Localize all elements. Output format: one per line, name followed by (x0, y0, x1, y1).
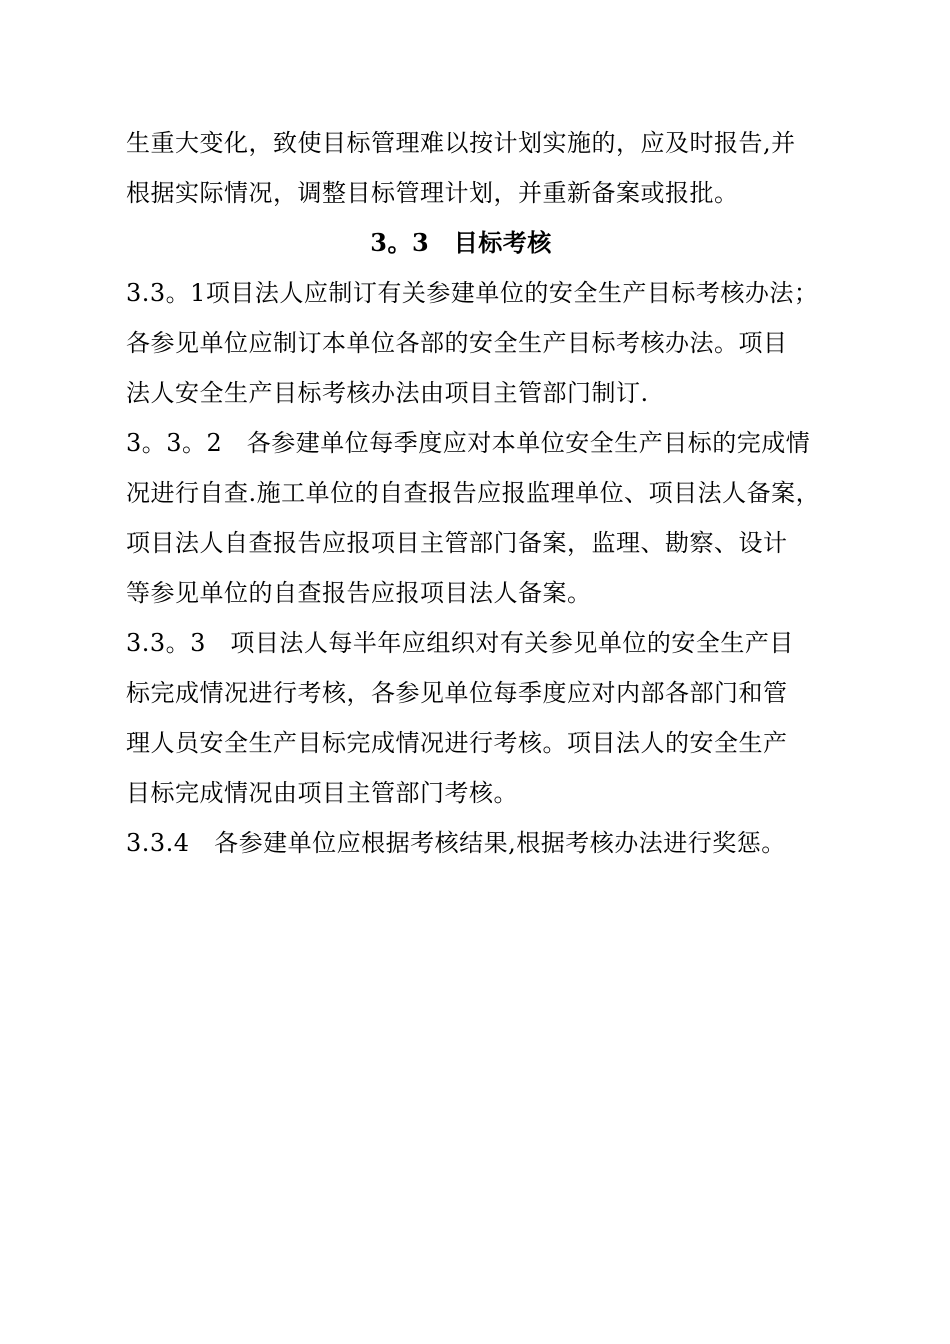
text-line: 根据实际情况，调整目标管理计划，并重新备案或报批。 (126, 179, 739, 207)
continuation-paragraph (126, 118, 836, 218)
text-line: 3.3。3 项目法人每半年应组织对有关参见单位的安全生产目 (126, 629, 794, 657)
text-line: 况进行自查.施工单位的自查报告应报监理单位、项目法人备案， (126, 479, 821, 507)
text-line: 3。3。2 各参建单位每季度应对本单位安全生产目标的完成情 (126, 429, 811, 457)
clause-3-3-2 (126, 418, 836, 618)
text-line: 项目法人自查报告应报项目主管部门备案，监理、勘察、设计 (126, 529, 788, 557)
text-line: 目标完成情况由项目主管部门考核。 (126, 779, 518, 807)
document-body (126, 118, 836, 868)
text-line: 3.3。1项目法人应制订有关参建单位的安全生产目标考核办法； (126, 279, 819, 307)
clause-3-3-1 (126, 268, 836, 418)
section-heading: 3。3 目标考核 (370, 228, 552, 257)
clause-3-3-4 (126, 818, 836, 868)
text-line: 各参见单位应制订本单位各部的安全生产目标考核办法。项目 (126, 329, 788, 357)
text-line: 法人安全生产目标考核办法由项目主管部门制订. (126, 379, 649, 407)
text-line: 等参见单位的自查报告应报项目法人备案。 (126, 579, 592, 607)
clause-3-3-3 (126, 618, 836, 818)
text-line: 标完成情况进行考核，各参见单位每季度应对内部各部门和管 (126, 679, 788, 707)
text-line: 理人员安全生产目标完成情况进行考核。项目法人的安全生产 (126, 729, 788, 757)
text-line: 生重大变化，致使目标管理难以按计划实施的，应及时报告,并 (126, 129, 796, 157)
text-line: 3.3.4 各参建单位应根据考核结果,根据考核办法进行奖惩。 (126, 829, 786, 857)
